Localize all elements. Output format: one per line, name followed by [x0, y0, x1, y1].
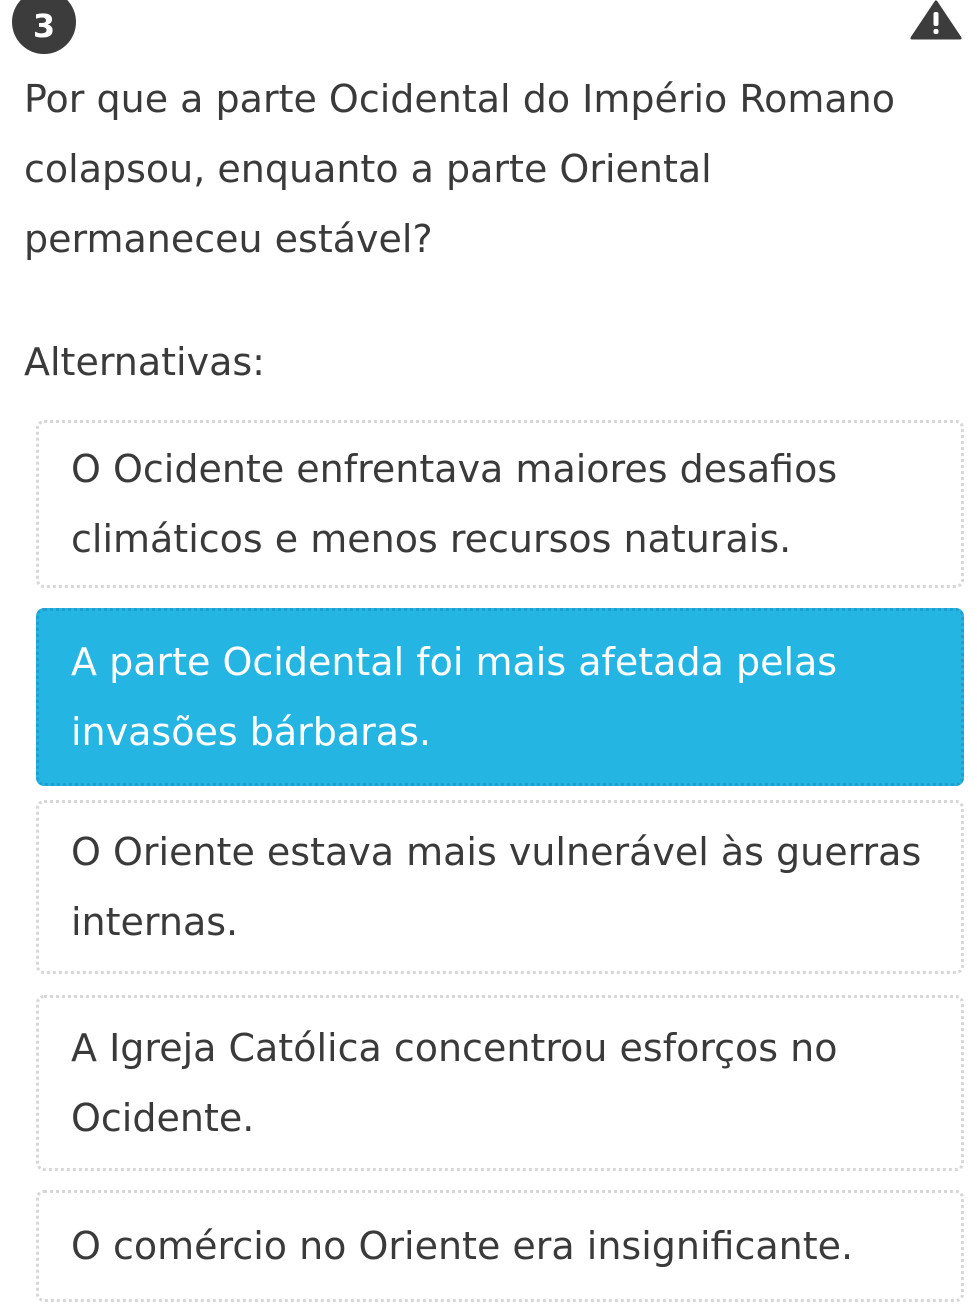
option-2-text: A parte Ocidental foi mais afetada pelas invasões bárbaras. — [71, 640, 838, 754]
alternatives-label: Alternativas: — [24, 340, 265, 384]
question-number-badge: 3 — [12, 0, 76, 54]
option-3-text: O Oriente estava mais vulnerável às guerras internas. — [71, 830, 922, 944]
option-1-text: O Ocidente enfrentava maiores desafios climáticos e menos recursos naturais. — [71, 447, 838, 561]
option-4[interactable] — [36, 995, 964, 1171]
option-1[interactable] — [36, 420, 964, 588]
question-text: Por que a parte Ocidental do Império Romano colapsou, enquanto a parte Oriental permaneceu estável? — [24, 77, 895, 261]
option-3[interactable] — [36, 800, 964, 974]
option-5-text: O comércio no Oriente era insignificante. — [71, 1224, 854, 1268]
option-2-selected[interactable] — [36, 608, 964, 786]
warning-triangle-icon[interactable] — [910, 0, 962, 40]
option-5[interactable] — [36, 1190, 964, 1302]
option-4-text: A Igreja Católica concentrou esforços no Ocidente. — [71, 1026, 838, 1140]
